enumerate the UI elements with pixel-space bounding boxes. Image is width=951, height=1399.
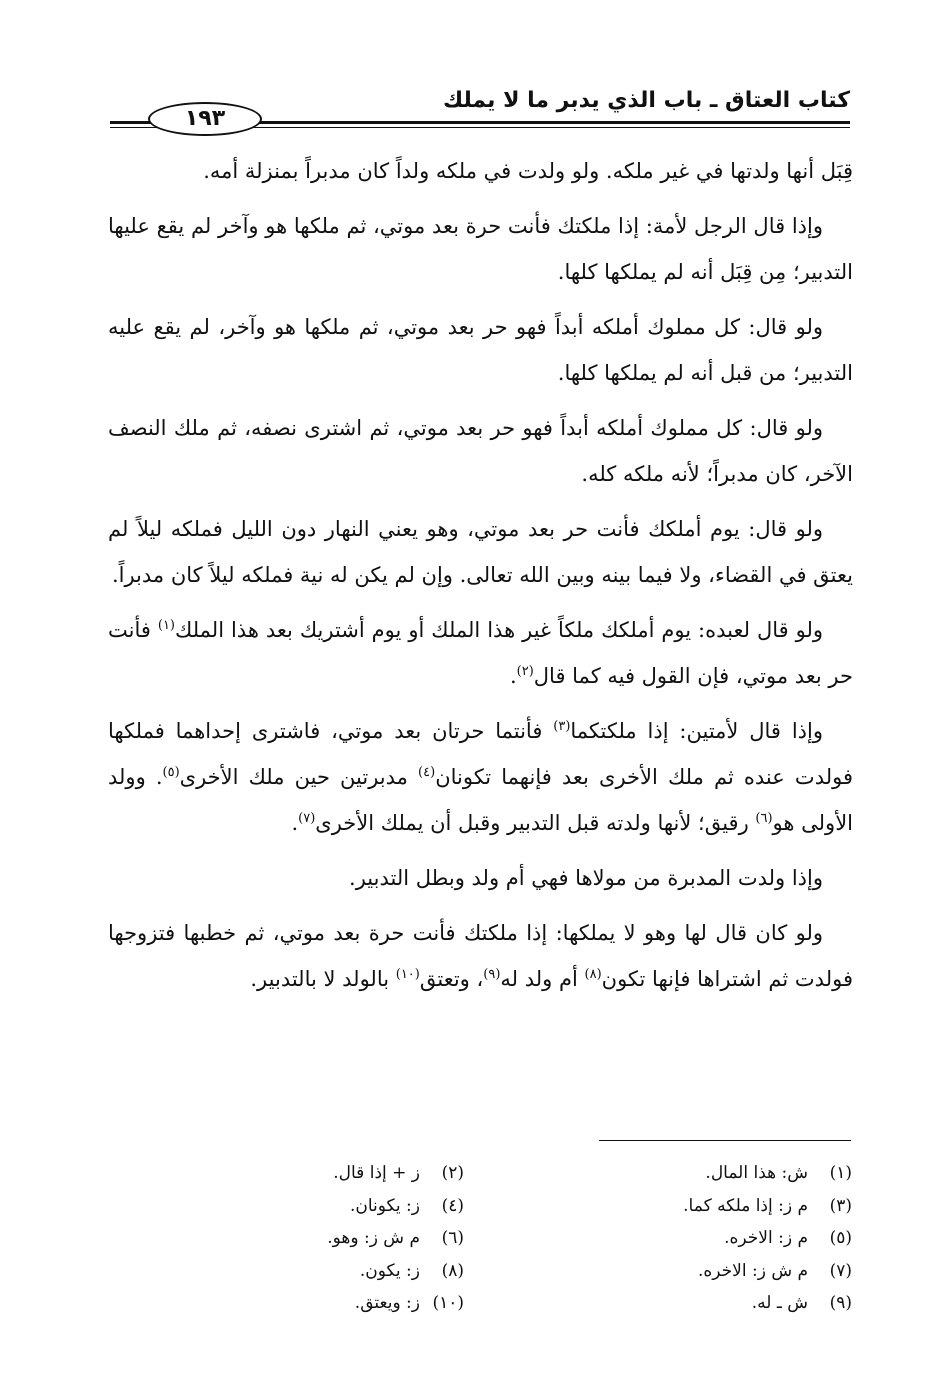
main-text (108, 148, 853, 1011)
paragraph-text: بالولد لا بالتدبير. (250, 967, 396, 991)
footnote-number: (١٠) (432, 1293, 464, 1313)
footnote-number: (٧) (829, 1260, 852, 1281)
paragraph (108, 855, 853, 901)
footnote-marker: (٨) (584, 967, 602, 982)
paragraph-text: . (509, 664, 517, 688)
paragraph (108, 910, 853, 1002)
footnote-text: ز: يكونان. (349, 1195, 420, 1216)
footnote-item (84, 1222, 464, 1255)
footnote-text: ش: هذا المال. (705, 1163, 808, 1183)
paragraph-text: ولو قال: يوم أملكك فأنت حر بعد موتي، وهو يعني النهار دون الليل فملكه ليلاً لم يعتق في القضاء، ولا فيما بينه وبين الله تعالى. وإن لم يكن له نية فملكه ليلاً كان مدبراً. (108, 517, 853, 587)
footnote-item (472, 1255, 852, 1288)
footnote-text: م ز: إذا ملكه كما. (683, 1195, 808, 1216)
paragraph-text: مدبرتين حين ملك الأخرى (179, 765, 419, 789)
footnote-number: (٣) (829, 1195, 852, 1216)
paragraph (108, 506, 853, 598)
footnote-text: ز: ويعتق. (354, 1293, 420, 1313)
footnote-item (472, 1287, 852, 1320)
paragraph-text: ولو قال: كل مملوك أملكه أبداً فهو حر بعد موتي، ثم ملكها هو وآخر، لم يقع عليه التدبير؛ من قبل أنه لم يملكها كلها. (108, 315, 853, 385)
paragraph (108, 148, 853, 194)
paragraph-text: ، وتعتق (419, 967, 484, 991)
paragraph-text: وإذا قال الرجل لأمة: إذا ملكتك فأنت حرة بعد موتي، ثم ملكها هو وآخر لم يقع عليها التدبير؛ مِن قِبَل أنه لم يملكها كلها. (108, 214, 853, 284)
footnote-marker: (٩) (483, 967, 501, 982)
footnote-item (472, 1222, 852, 1255)
footnote-marker: (٤) (418, 765, 436, 780)
footnote-text: ز: يكون. (359, 1260, 420, 1281)
paragraph (108, 405, 853, 497)
footnote-text: م ز: الاخره. (724, 1228, 808, 1248)
footnote-number: (١) (829, 1163, 852, 1183)
footnote-text: م ش ز: وهو. (327, 1228, 420, 1248)
footnote-item (84, 1255, 464, 1288)
page-header (110, 84, 850, 134)
paragraph-text: أم ولد له (500, 967, 585, 991)
paragraph-text: فأنتما حرتان بعد موتي، فاشترى إحداهما فملكها فولدت عنده ثم ملك الأخرى بعد فإنهما تكونان (108, 719, 854, 789)
page-number: ١٩٣ (148, 102, 262, 136)
footnote-marker: (٥) (162, 765, 180, 780)
footnote-text: ش ـ له. (751, 1293, 808, 1313)
paragraph-text: . وولد الأولى هو (108, 765, 853, 835)
footnote-item (84, 1190, 464, 1223)
footnote-number: (٢) (441, 1163, 464, 1183)
paragraph-text: ولو قال: كل مملوك أملكه أبداً فهو حر بعد موتي، ثم اشترى نصفه، ثم ملك النصف الآخر، كان مدبراً؛ لأنه ملكه كله. (108, 416, 853, 486)
footnote-text: ز + إذا قال. (333, 1163, 420, 1183)
footnote-number: (٨) (441, 1260, 464, 1281)
footnote-number: (٦) (441, 1228, 464, 1248)
footnote-marker: (٦) (755, 811, 773, 826)
footnote-marker: (١) (157, 618, 175, 633)
paragraph-text: قِبَل أنها ولدتها في غير ملكه. ولو ولدت في ملكه ولداً كان مدبراً بمنزلة أمه. (203, 159, 853, 183)
paragraph-text: فأنت حر بعد موتي، فإن القول فيه كما قال (108, 618, 853, 688)
footnote-text: م ش ز: الاخره. (697, 1260, 808, 1281)
footnote-separator (599, 1140, 851, 1141)
running-title: كتاب العتاق ـ باب الذي يدبر ما لا يملك (442, 88, 850, 113)
footnote-number: (٤) (441, 1195, 464, 1216)
footnote-number: (٩) (829, 1293, 852, 1313)
paragraph-text: . (291, 811, 299, 835)
footnote-marker: (٢) (516, 664, 534, 679)
paragraph-text: وإذا ولدت المدبرة من مولاها فهي أم ولد وبطل التدبير. (349, 866, 823, 890)
footnote-marker: (٧) (298, 811, 316, 826)
paragraph-text: وإذا قال لأمتين: إذا ملكتكما (570, 719, 824, 743)
footnote-marker: (١٠) (395, 967, 420, 982)
paragraph (108, 708, 853, 846)
footnote-item (472, 1190, 852, 1223)
paragraph (108, 607, 853, 699)
footnotes-left-column (84, 1157, 464, 1320)
footnote-marker: (٣) (553, 719, 571, 734)
paragraph-text: رقيق؛ لأنها ولدته قبل التدبير وقبل أن يملك الأخرى (315, 811, 756, 835)
footnote-item (84, 1157, 464, 1190)
footnote-number: (٥) (829, 1228, 852, 1248)
footnotes-right-column (472, 1157, 852, 1320)
paragraph-text: ولو قال لعبده: يوم أملكك ملكاً غير هذا الملك أو يوم أشتريك بعد هذا الملك (175, 618, 824, 642)
footnote-item (472, 1157, 852, 1190)
footnote-item (84, 1287, 464, 1320)
paragraph-text: ولو كان قال لها وهو لا يملكها: إذا ملكتك فأنت حرة بعد موتي، ثم خطبها فتزوجها فولدت ثم اشتراها فإنها تكون (108, 921, 853, 991)
paragraph (108, 304, 853, 396)
paragraph (108, 203, 853, 295)
